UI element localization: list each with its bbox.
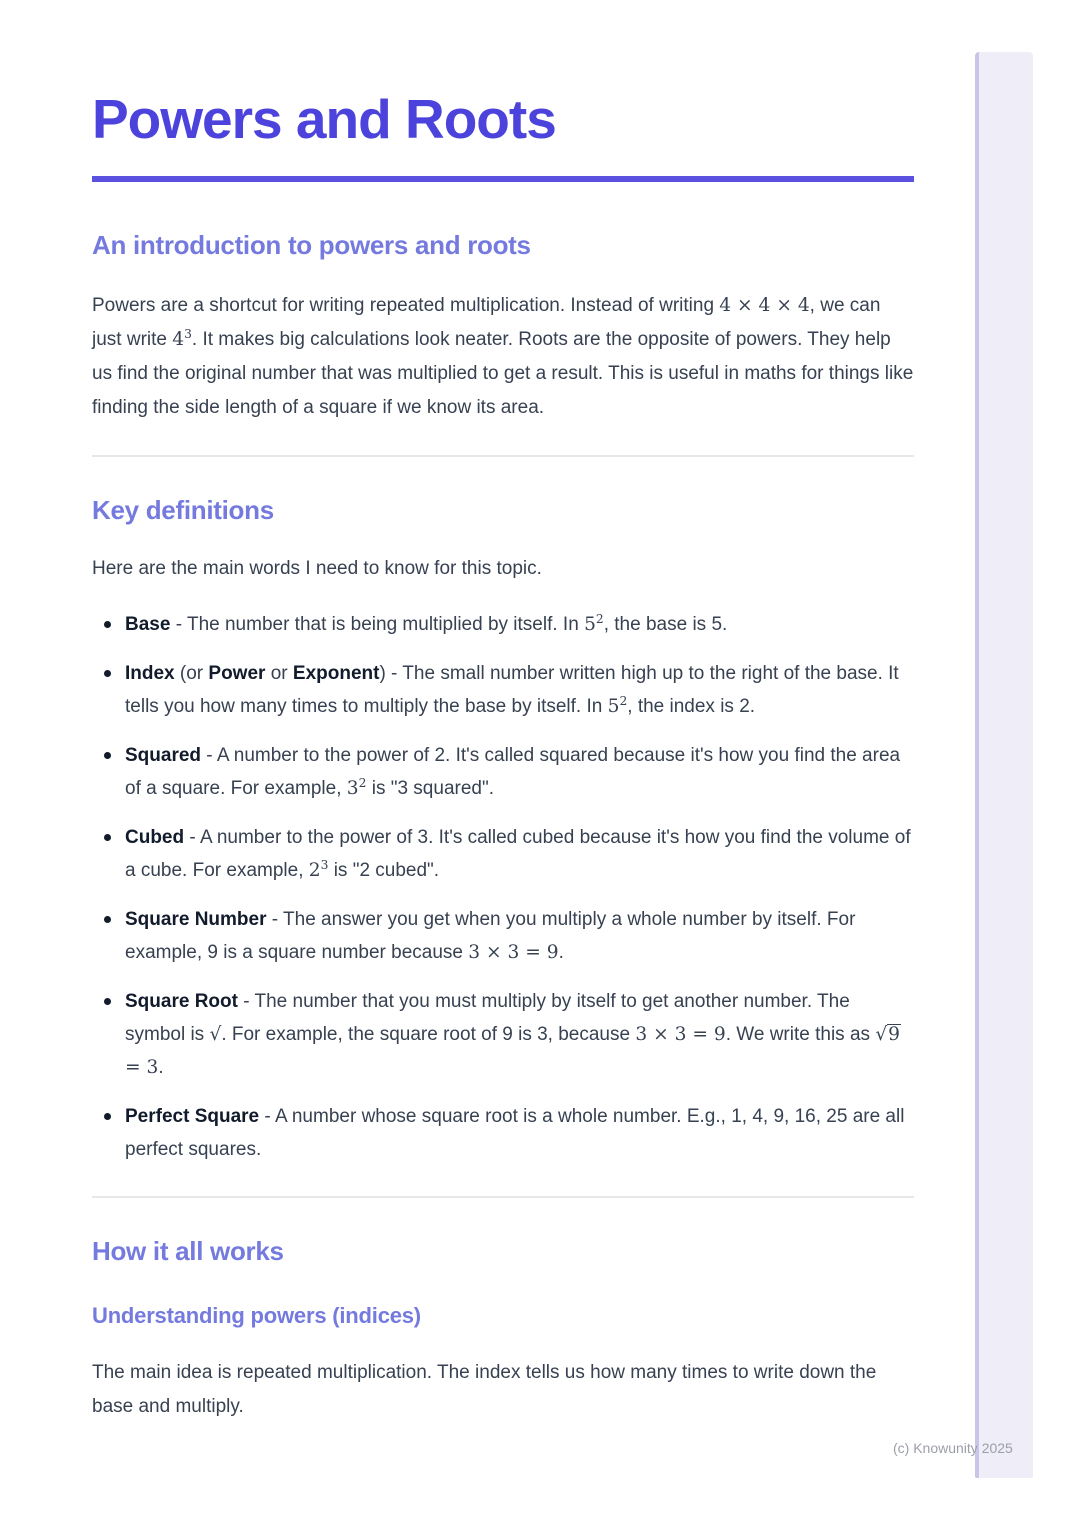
text-segment: - The number that is being multiplied by itself. In [170,614,585,635]
list-item [92,739,914,805]
text-segment: . [158,1057,164,1078]
bullet-dot-icon [104,621,111,628]
math-square-root: √9 = 3 [125,1024,901,1078]
bullet-dot-icon [104,998,111,1005]
definition-list [92,608,914,1166]
math-power: $4^3$ [172,326,192,350]
text-segment: is "3 squared". [366,778,494,799]
term-bold: Exponent [292,663,380,684]
list-item [92,985,914,1084]
bullet-dot-icon [104,916,111,923]
list-item [92,608,914,641]
term-bold: Perfect Square [125,1106,260,1127]
text-segment: is "2 cubed". [328,860,440,881]
section-heading: How it all works [92,1236,284,1266]
term-bold: Cubed [125,827,185,848]
text-segment: . We write this as [725,1024,876,1045]
text-segment: - The number that you must multiply by itself to get another number. The symbol is [125,991,850,1045]
right-margin-strip [975,52,1033,1478]
math-inline: 3 × 3 = 9 [468,942,559,963]
list-item [92,657,914,723]
text-segment: - The answer you get when you multiply a whole number by itself. For example, 9 is a square number because [125,909,856,963]
title-underline [92,176,914,182]
section-divider [92,455,914,457]
list-item [92,1100,914,1166]
text-segment: Powers are a shortcut for writing repeated multiplication. Instead of writing [92,295,720,316]
bullet-dot-icon [104,834,111,841]
paragraph [92,289,914,425]
math-power: $3^2$ [346,775,367,799]
subsection-heading: Understanding powers (indices) [92,1303,421,1328]
section-heading: Key definitions [92,495,274,525]
math-power: $5^2$ [584,611,604,635]
document-content [92,0,914,1424]
text-segment: , the base is 5. [603,614,728,635]
page-title: Powers and Roots [92,88,556,150]
text-segment: - A number to the power of 2. It's called squared because it's how you find the area of a square. For example, [125,745,901,799]
list-item [92,821,914,887]
section-divider [92,1196,914,1198]
text-segment: Here are the main words I need to know for this topic. [92,558,542,579]
term-bold: Index [125,663,175,684]
text-segment: - A number to the power of 3. It's called cubed because it's how you find the volume of a cube. For example, [125,827,911,881]
math-power: $5^2$ [607,693,628,717]
text-segment: , the index is 2. [627,696,756,717]
text-segment: . [558,942,564,963]
term-bold: Square Root [125,991,238,1012]
math-power: $2^3$ [308,857,329,881]
math-inline: √ [209,1024,222,1045]
math-inline: 4 × 4 × 4 [719,295,810,316]
bullet-dot-icon [104,1113,111,1120]
bullet-dot-icon [104,752,111,759]
copyright-watermark: (c) Knowunity 2025 [893,1440,1013,1456]
term-bold: Squared [125,745,202,766]
term-bold: Square Number [125,909,267,930]
text-segment: - A number whose square root is a whole number. E.g., 1, 4, 9, 16, 25 are all perfect squares. [125,1106,905,1160]
document-sections [92,230,914,1424]
text-segment: ) - The small number written high up to the right of the base. It tells you how many times to multiply the base by itself. In [125,663,899,717]
bullet-dot-icon [104,670,111,677]
text-segment: (or [174,663,209,684]
paragraph [92,1356,914,1424]
text-segment: , we can just write [92,295,881,350]
text-segment: . For example, the square root of 9 is 3, because [221,1024,636,1045]
math-inline: 3 × 3 = 9 [635,1024,726,1045]
paragraph [92,552,914,586]
text-segment: or [265,663,293,684]
text-segment: The main idea is repeated multiplication. The index tells us how many times to write down the base and multiply. [92,1362,877,1417]
list-item [92,903,914,969]
term-bold: Base [125,614,171,635]
term-bold: Power [208,663,266,684]
text-segment: . It makes big calculations look neater. Roots are the opposite of powers. They help us find the original number that was multiplied to get a result. This is useful in maths for things like finding the side length of a square if we know its area. [92,329,914,418]
section-heading: An introduction to powers and roots [92,230,531,260]
